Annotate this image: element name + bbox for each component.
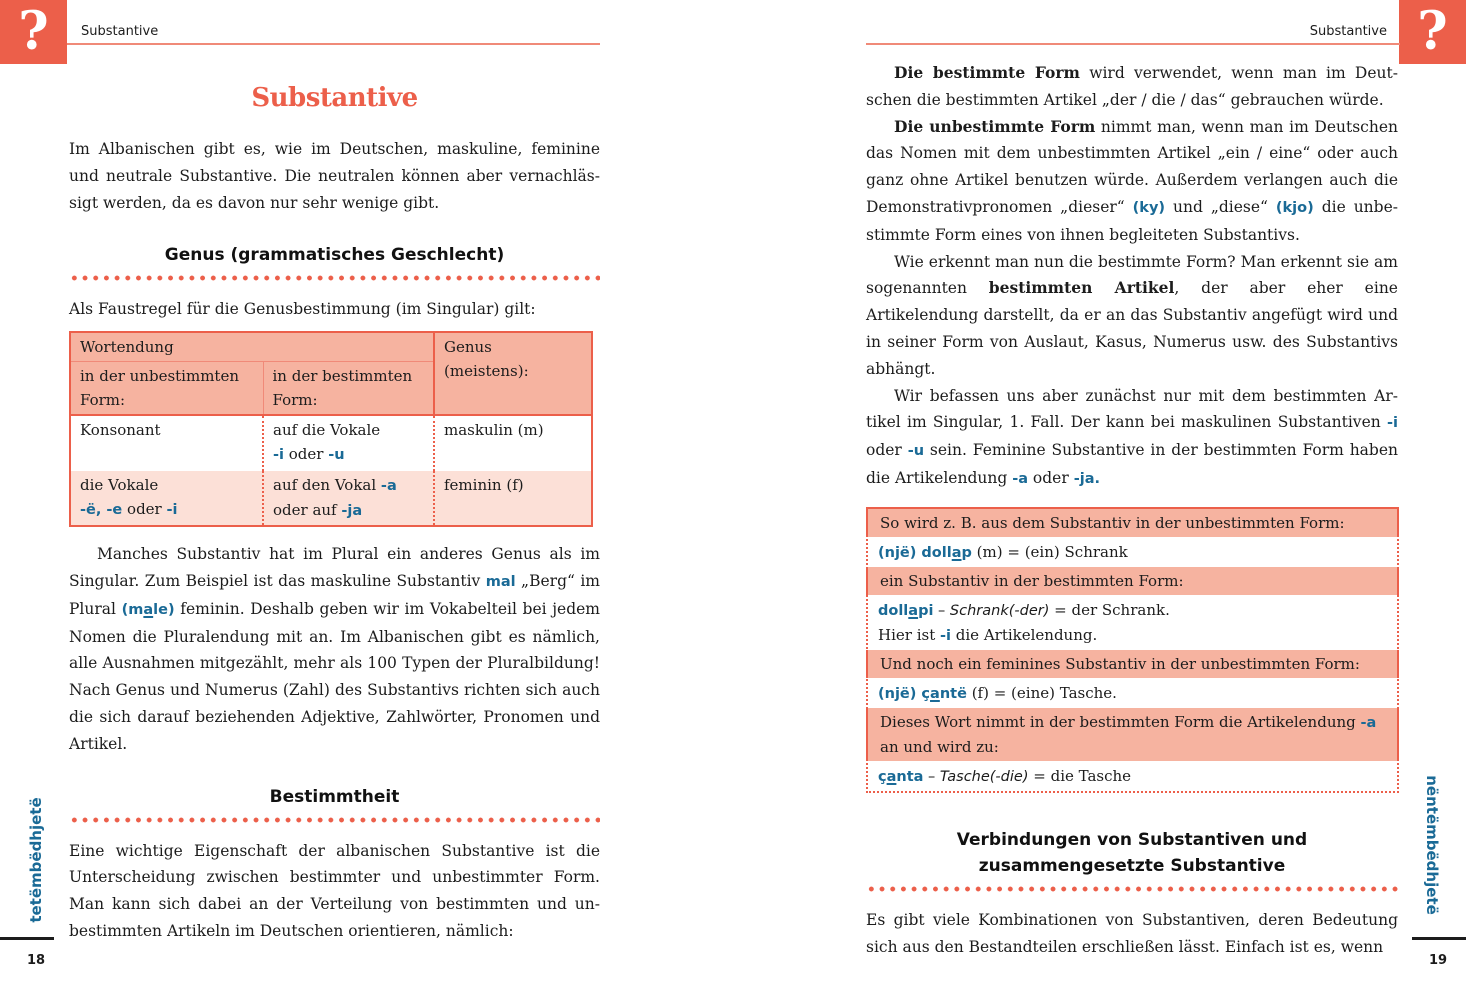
paragraph-singular — [866, 383, 1398, 493]
albanian-word — [878, 686, 967, 702]
text-run: = die Tasche — [1028, 766, 1132, 785]
italic-gloss: Tasche(-die) — [939, 768, 1029, 785]
footer-rule — [1412, 937, 1466, 940]
albanian-word — [878, 545, 972, 561]
word-part: p — [961, 544, 972, 561]
bestimmtheit-paragraph: Eine wichtige Eigenschaft der albanischen Substantive ist die Unterscheidung zwischen bestimmter und unbestimmter Form. Man kann sich dabei an der Verteilung von bestimmten und unbestimmten Artikeln im Deutschen orientieren, nämlich: — [69, 841, 600, 940]
stressed-vowel: a — [908, 602, 919, 619]
word-part: doll — [878, 602, 909, 619]
text-run: = der Schrank. — [1049, 600, 1170, 619]
genus-lead: Als Faustregel für die Genusbestimmung (im Singular) gilt: — [69, 300, 536, 319]
example-row: Und noch ein feminines Substantiv in der unbestimmten Form: — [866, 650, 1399, 678]
text-run: – — [923, 768, 940, 785]
text-run: die unbestimmte Form eines von ihnen begleiteten Substantivs. — [866, 197, 1399, 244]
albanian-word: (ky) — [1132, 199, 1166, 216]
cell-bestimmt — [263, 415, 434, 471]
ending-highlight: -i — [940, 627, 951, 644]
text-run: oder — [866, 441, 908, 460]
text-run: oder — [1028, 468, 1074, 487]
text-run: „Berg“ im Plural — [69, 571, 601, 618]
cell-unbestimmt: Konsonant — [70, 415, 263, 471]
text-run: (m) = (ein) Schrank — [971, 542, 1128, 561]
cell-genus: feminin (f) — [434, 471, 592, 526]
left-page-content — [69, 78, 600, 945]
running-head: Substantive — [1309, 24, 1387, 39]
stressed-vowel: a — [951, 544, 962, 561]
question-mark-icon: ? — [0, 0, 67, 64]
bold-term: Die unbestimmte Form — [894, 116, 1096, 136]
subheader-bestimmt: in der bestimmten Form: — [263, 362, 434, 416]
text-run: Manches Substantiv hat im Plural ein anderes Genus als im Singular. Zum Beispiel ist das maskuline Substantiv — [69, 545, 600, 590]
albanian-word — [122, 602, 175, 618]
page-number: 18 — [27, 953, 46, 968]
albanian-word — [878, 769, 923, 785]
text-run: Dieses Wort nimmt in der bestimmten Form die Artikelendung — [880, 712, 1361, 731]
header-rule — [866, 43, 1400, 45]
ending-highlight: -i — [273, 447, 284, 464]
cell-text: auf die Vokale — [273, 421, 381, 440]
text-run: , der aber eher eine Artikelendung darstellt, da er an das Substantiv angefügt wird und in seiner Form von Auslaut, Kasus, Numerus usw. des Substantivs abhängt. — [866, 279, 1398, 378]
genus-table — [69, 331, 593, 527]
ending-highlight: -a — [1012, 470, 1028, 487]
ending-highlight: -i — [1387, 415, 1398, 432]
cell-text: oder — [122, 500, 167, 519]
side-page-word: nëntëmbëdhjetë — [1423, 775, 1441, 915]
cell-text: oder — [284, 445, 329, 464]
table-row — [70, 471, 592, 526]
text-run: feminin. Deshalb geben wir im Vokabelteil bei jedem Nomen die Pluralendung mit an. Im Albanischen gibt es nämlich, alle Ausnahmen mitgezählt, mehr als 100 Typen der Pluralbildung! Nach Genus und Numerus (Zahl) des Substantivs richten sich auch die sich darauf beziehenden Adjektive, Zahlwörter, Pronomen und Artikel. — [69, 599, 600, 753]
word-part: nta — [896, 768, 924, 785]
word-part: (një) doll — [878, 544, 952, 561]
example-row — [868, 595, 1397, 650]
italic-gloss: Schrank(-der) — [949, 602, 1050, 619]
text-run: Wir befassen uns aber zunächst nur mit dem bestimmten Artikel im Singular, 1. Fall. Der kann bei maskulinen Substantiven — [866, 386, 1398, 432]
ending-highlight: -a — [380, 478, 397, 495]
text-run: nimmt man, wenn man im Deutschen das Nomen mit dem unbestimmten Artikel „ein / eine“ oder auch ganz ohne Artikel benutzen würde. Außerdem verlangen auch die Demonstrativpronomen „dieser“ — [866, 117, 1398, 216]
text-run: (f) = (eine) Tasche. — [966, 683, 1117, 702]
ending-highlight: -u — [328, 447, 345, 464]
side-page-word: tetëmbëdhjetë — [27, 797, 45, 923]
bold-term: bestimmten Artikel — [988, 278, 1175, 298]
plural-paragraph — [69, 541, 600, 757]
section-heading-verbindungen — [866, 827, 1398, 879]
cell-bestimmt — [263, 471, 434, 526]
right-page — [733, 0, 1466, 1000]
text-run: und „diese“ — [1165, 197, 1276, 216]
example-row: ein Substantiv in der bestimmten Form: — [866, 567, 1399, 595]
page-number: 19 — [1429, 953, 1448, 968]
text-run: wird verwendet, wenn man im Deutschen die bestimmten Artikel „der / die / das“ gebrauchen würde. — [866, 64, 1398, 109]
cell-text: oder auf — [273, 501, 342, 520]
word-part: le) — [153, 601, 175, 618]
albanian-word: (kjo) — [1275, 199, 1314, 216]
example-row — [868, 537, 1397, 567]
example-row: So wird z. B. aus dem Substantiv in der unbestimmten Form: — [866, 509, 1399, 537]
word-part: (m — [121, 601, 144, 618]
intro-paragraph: Im Albanischen gibt es, wie im Deutschen, maskuline, feminine und neutrale Substantive. Die neutralen können aber vernachlässigt werden, da es davon nur sehr wenige gibt. — [69, 140, 600, 212]
text-run: an und wird zu: — [880, 737, 999, 756]
running-head: Substantive — [81, 24, 159, 39]
section-heading-bestimmtheit: Bestimmtheit — [269, 786, 400, 807]
table-header-row — [70, 332, 592, 362]
albanian-word — [878, 603, 933, 619]
ending-highlight: -u — [907, 443, 925, 460]
cell-text: die Vokale — [80, 476, 159, 495]
text-run: sein. Feminine Substantive in der bestimmten Form haben die Artikelendung — [866, 441, 1398, 487]
text-run: Wie erkennt man nun die bestimmte Form? Man erkennt sie am sogenannten — [866, 252, 1398, 298]
header-rule — [67, 43, 600, 45]
text-run: die Artikelendung. — [951, 625, 1098, 644]
cell-text: auf den Vokal — [273, 476, 381, 495]
heading-line: zusammengesetzte Substantive — [978, 855, 1286, 876]
text-run: – — [933, 602, 950, 619]
header-wortendung: Wortendung — [70, 332, 434, 362]
stressed-vowel: a — [143, 601, 154, 618]
text-run: Hier ist — [878, 625, 940, 644]
ending-highlight: -i — [166, 502, 178, 519]
paragraph-erkennen — [866, 249, 1398, 383]
cell-unbestimmt — [70, 471, 263, 526]
paragraph-bestimmte-form — [866, 60, 1398, 114]
header-genus: Genus (meistens): — [434, 332, 592, 415]
word-part: (një) ç — [878, 685, 931, 702]
example-row — [866, 708, 1399, 761]
heading-line: Verbindungen von Substantiven und — [956, 829, 1308, 850]
word-part: ntë — [939, 685, 967, 702]
cell-genus: maskulin (m) — [434, 415, 592, 471]
ending-highlight: -a — [1360, 714, 1377, 731]
subheader-unbestimmt: in der unbestimmten Form: — [70, 362, 263, 416]
word-part: ç — [878, 768, 887, 785]
bold-term: Die bestimmte Form — [894, 63, 1080, 82]
dotted-divider — [69, 274, 600, 282]
word-part: pi — [918, 602, 934, 619]
example-row — [868, 678, 1397, 708]
paragraph-unbestimmte-form — [866, 114, 1398, 249]
dotted-divider — [866, 885, 1398, 893]
verbindungen-paragraph: Es gibt viele Kombinationen von Substantiven, deren Bedeutung sich aus den Bestandteilen erschließen lässt. Einfach ist es, wenn — [866, 910, 1398, 956]
example-row — [868, 761, 1397, 791]
table-row — [70, 415, 592, 471]
stressed-vowel: a — [930, 685, 940, 702]
question-mark-icon: ? — [1399, 0, 1466, 64]
albanian-word: mal — [485, 573, 516, 590]
ending-highlight: -ja. — [1073, 470, 1100, 487]
page-title: Substantive — [251, 83, 418, 113]
right-page-content — [866, 60, 1398, 960]
ending-highlight: -ja — [341, 503, 363, 520]
footer-rule — [0, 937, 54, 940]
dotted-divider — [69, 816, 600, 824]
section-heading-genus: Genus (grammatisches Geschlecht) — [164, 245, 505, 266]
stressed-vowel: a — [886, 768, 897, 785]
example-box — [866, 507, 1399, 793]
ending-highlight: -ë, -e — [80, 502, 123, 519]
